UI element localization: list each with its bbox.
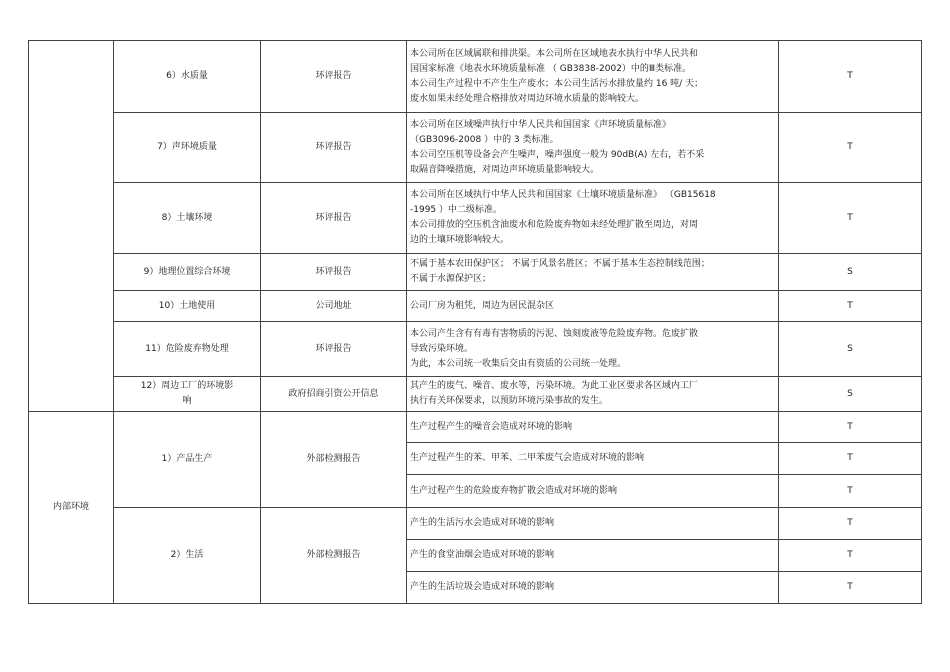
description-line: 废水如果未经处理合格排放对周边环境水质量的影响较大。 (410, 93, 645, 104)
description-cell (407, 183, 779, 254)
source-cell: 公司地址 (261, 291, 407, 322)
description-cell: 产生的生活污水会造成对环境的影响 (407, 508, 779, 540)
description-line: 本公司所在区域属联和排洪渠。本公司所在区域地表水执行中华人民共和 (410, 48, 699, 59)
factor-cell: 9）地理位置综合环境 (114, 254, 261, 291)
description-cell: 生产过程产生的苯、甲苯、二甲苯废气会造成对环境的影响 (407, 443, 779, 475)
table-row (29, 291, 922, 322)
grade-cell: T (779, 412, 922, 443)
category-cell-internal: 内部环境 (29, 412, 114, 604)
description-line: 取隔音降噪措施，对周边声环境质量影响较大。 (410, 164, 600, 175)
source-cell: 环评报告 (261, 254, 407, 291)
description-line: （GB3096-2008 ）中的 3 类标准。 (410, 134, 559, 145)
factor-cell: 7）声环境质量 (114, 113, 261, 183)
description-line: 本公司产生含有有毒有害物质的污泥、蚀刻废液等危险废弃物。危废扩散 (410, 328, 699, 339)
factor-cell: 6）水质量 (114, 41, 261, 113)
description-line: 边的土壤环境影响较大。 (410, 235, 510, 245)
table-row (29, 254, 922, 291)
source-cell: 环评报告 (261, 322, 407, 377)
description-cell: 生产过程产生的噪音会造成对环境的影响 (407, 412, 779, 443)
source-cell: 外部检测报告 (261, 412, 407, 508)
description-cell (407, 377, 779, 412)
table-row (29, 508, 922, 540)
description-line: 不属于基本农田保护区； 不属于风景名胜区；不属于基本生态控制线范围； (410, 259, 710, 269)
source-cell: 环评报告 (261, 113, 407, 183)
description-line: 本公司生产过程中不产生生产废水；本公司生活污水排放量约 16 吨/ 天； (410, 78, 704, 89)
description-cell: 产生的食堂油烟会造成对环境的影响 (407, 540, 779, 572)
factor-cell: 8）土壤环境 (114, 183, 261, 254)
description-line: -1995 ）中二级标准。 (410, 205, 503, 215)
source-cell: 环评报告 (261, 183, 407, 254)
description-line: 本公司空压机等设备会产生噪声，噪声强度一般为 90dB(A) 左右，若不采 (410, 149, 705, 160)
grade-cell: T (779, 572, 922, 604)
description-cell (407, 322, 779, 377)
description-line: 本公司所在区域噪声执行中华人民共和国国家《声环境质量标准》 (410, 119, 672, 130)
table-row (29, 183, 922, 254)
source-cell: 环评报告 (261, 41, 407, 113)
table-row (29, 322, 922, 377)
grade-cell: T (779, 475, 922, 508)
description-cell (407, 291, 779, 322)
description-line: 国国家标准《地表水环境质量标准 （ GB3838-2002）中的Ⅲ类标准。 (410, 63, 692, 74)
description-line: 本公司排放的空压机含油废水和危险废弃物如未经处理扩散至周边，对周 (410, 220, 699, 230)
grade-cell: S (779, 377, 922, 412)
table-row (29, 412, 922, 443)
table-row (29, 113, 922, 183)
factor-cell (114, 377, 261, 412)
description-cell (407, 254, 779, 291)
description-line: 其产生的废气、噪音、废水等，污染环境。为此工业区要求各区域内工厂 (410, 381, 699, 391)
category-cell-external (29, 41, 114, 412)
description-line: 为此，本公司统一收集后交由有资质的公司统一处理。 (410, 358, 627, 369)
source-cell: 政府招商引资公开信息 (261, 377, 407, 412)
factor-line: 响 (182, 396, 192, 406)
factor-cell: 2）生活 (114, 508, 261, 604)
grade-cell: S (779, 254, 922, 291)
environment-factor-table (28, 40, 922, 604)
description-cell (407, 113, 779, 183)
grade-cell: T (779, 508, 922, 540)
source-cell: 外部检测报告 (261, 508, 407, 604)
description-line: 导致污染环境。 (410, 343, 474, 354)
description-line: 不属于水源保护区； (410, 274, 492, 284)
description-cell: 生产过程产生的危险废弃物扩散会造成对环境的影响 (407, 475, 779, 508)
factor-cell: 11）危险废弃物处理 (114, 322, 261, 377)
grade-cell: T (779, 443, 922, 475)
factor-line: 12）周边工厂的环境影 (140, 381, 234, 391)
factor-cell: 1）产品生产 (114, 412, 261, 508)
grade-cell: T (779, 540, 922, 572)
description-cell: 产生的生活垃圾会造成对环境的影响 (407, 572, 779, 604)
grade-cell: T (779, 113, 922, 183)
table-row (29, 377, 922, 412)
grade-cell: S (779, 322, 922, 377)
description-line: 执行有关环保要求，以预防环境污染事故的发生。 (410, 396, 609, 406)
grade-cell: T (779, 183, 922, 254)
description-line: 公司厂房为租凭，周边为居民混杂区 (410, 300, 555, 311)
grade-cell: T (779, 291, 922, 322)
factor-cell: 10）土地使用 (114, 291, 261, 322)
grade-cell: T (779, 41, 922, 113)
table-row (29, 41, 922, 113)
description-line: 本公司所在区域执行中华人民共和国国家《土壤环境质量标准》 （GB15618 (410, 190, 716, 200)
description-cell (407, 41, 779, 113)
